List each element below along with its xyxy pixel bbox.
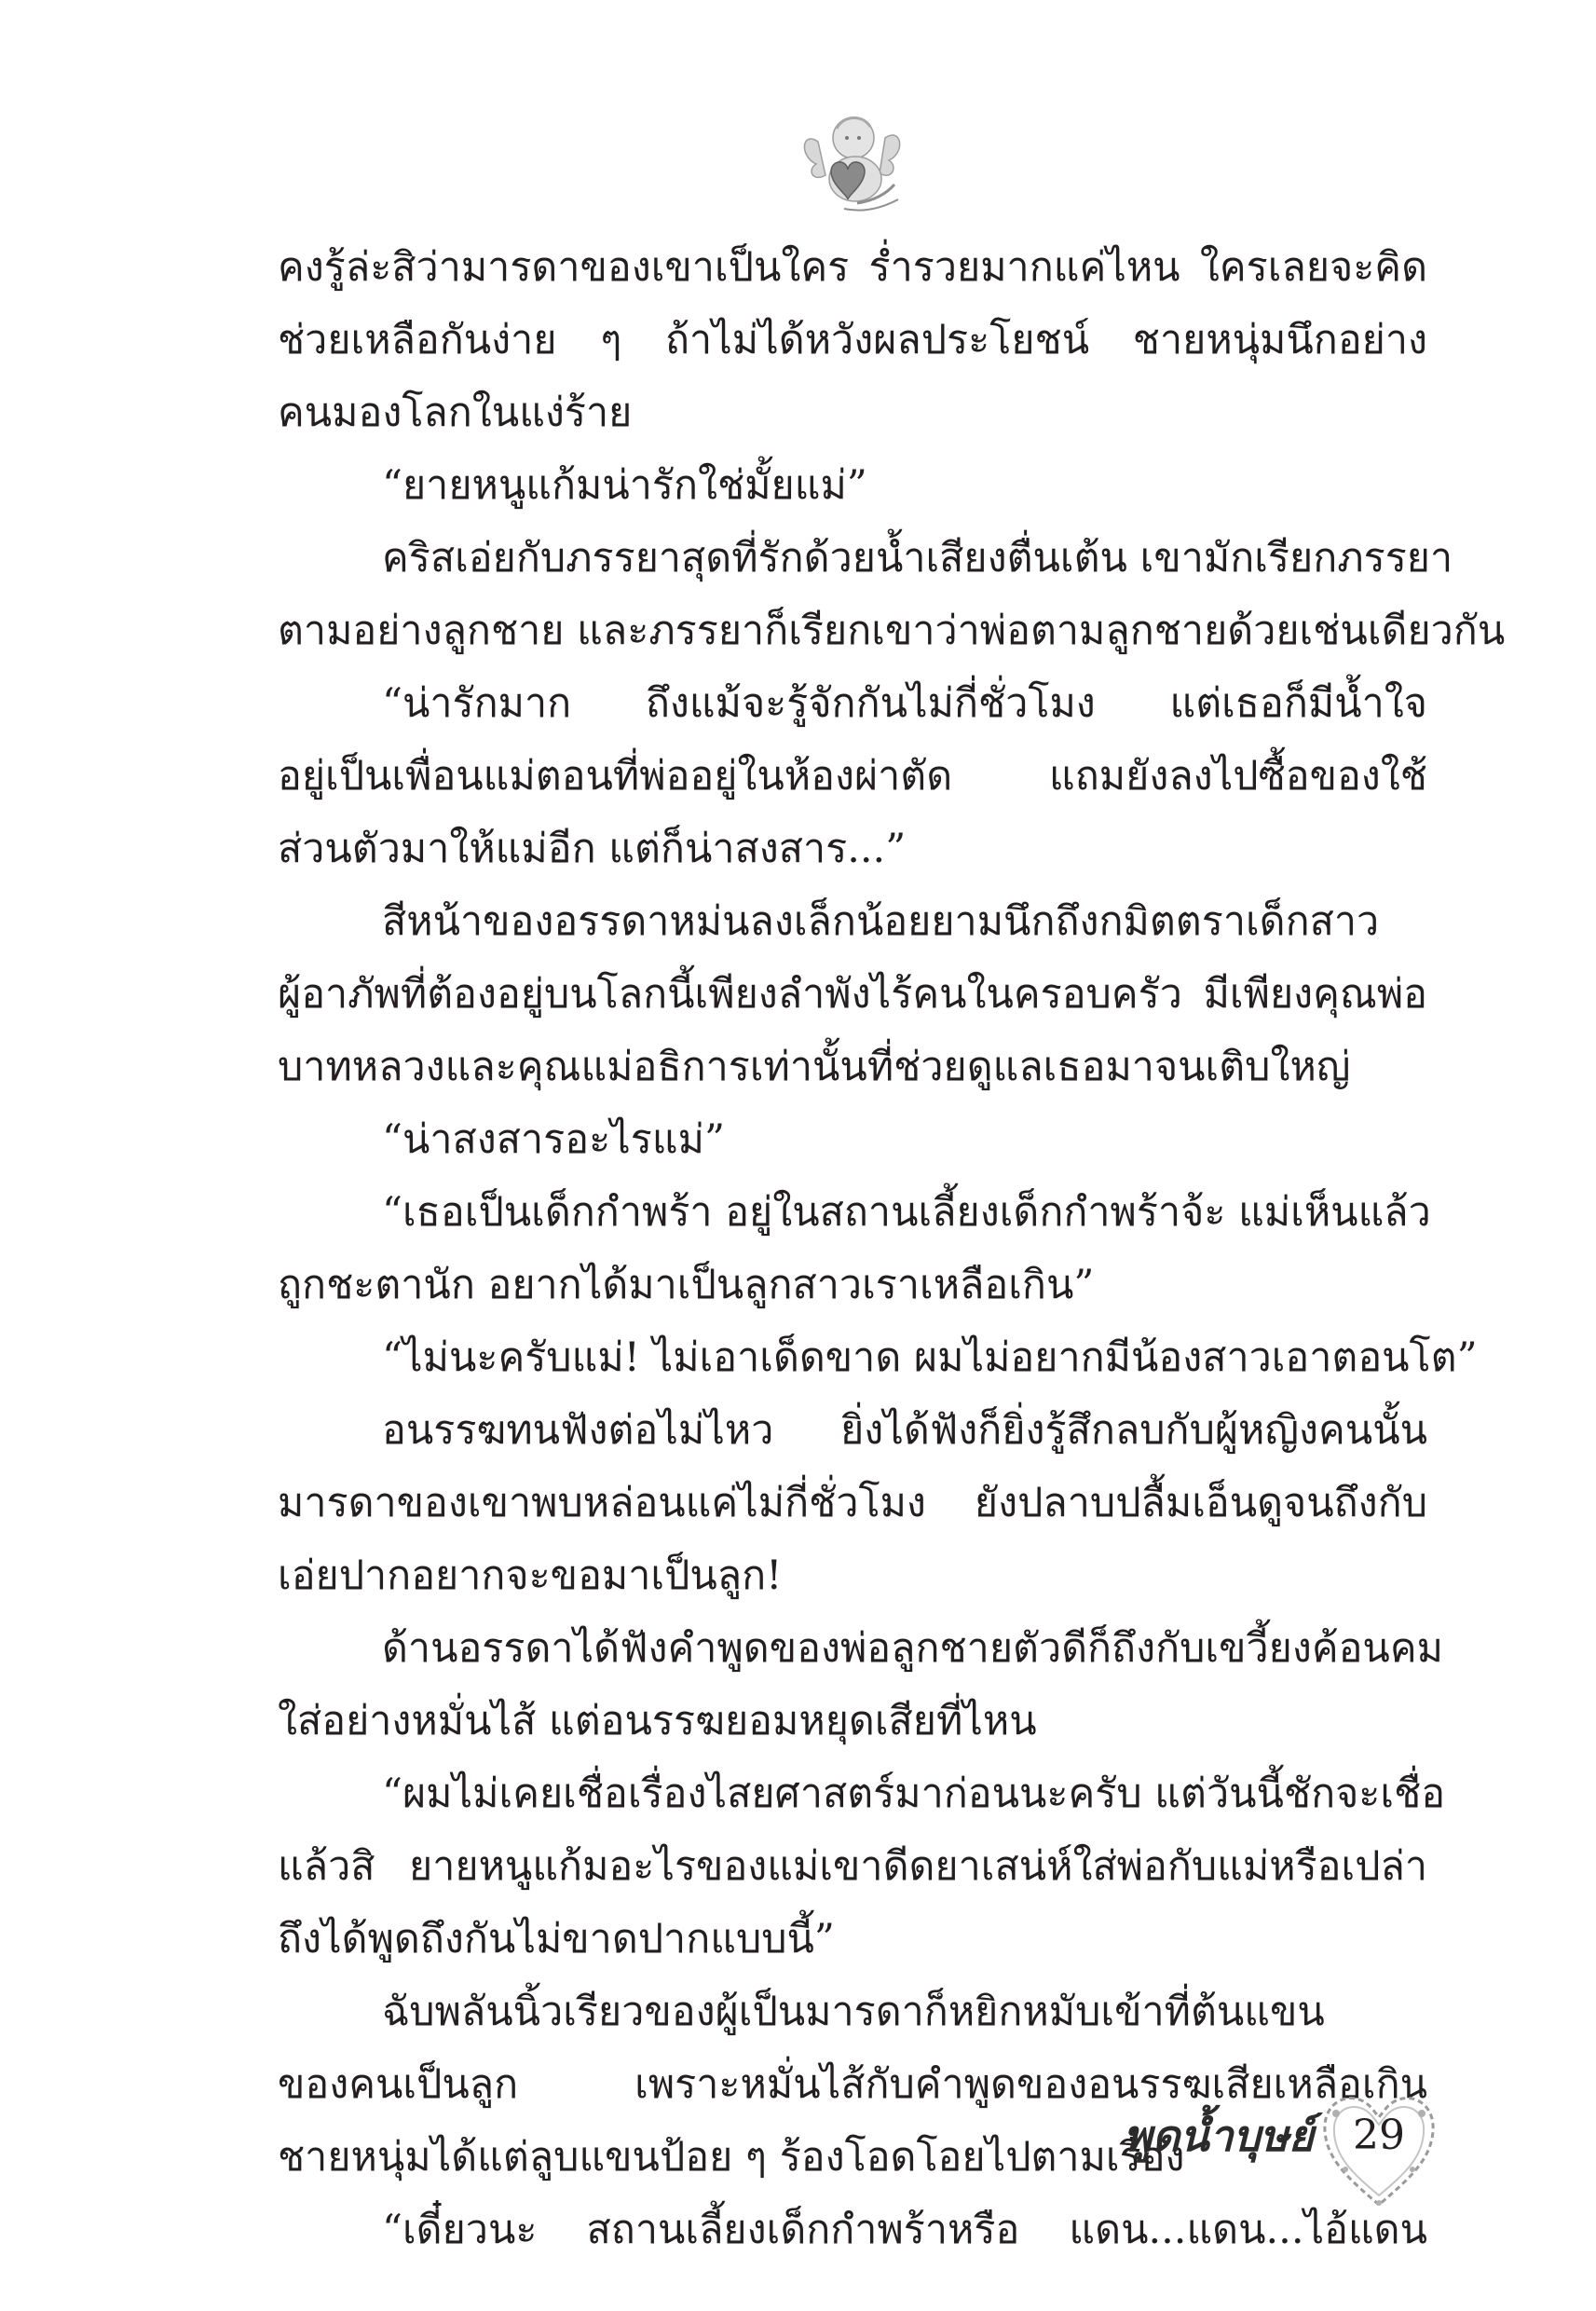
text-line: ใส่อย่างหมั่นไส้ แต่อนรรฆยอมหยุดเสียที่ไหน (278, 1698, 1037, 1744)
text-line: ฉับพลันนิ้วเรียวของผู้เป็นมารดาก็หยิกหมับเข้าที่ต้นแขน (382, 1989, 1325, 2035)
text-line: อยู่เป็นเพื่อนแม่ตอนที่พ่ออยู่ในห้องผ่าตัด แถมยังลงไปซื้อของใช้ (278, 753, 1427, 800)
text-line: แล้วสิ ยายหนูแก้มอะไรของแม่เขาดีดยาเสน่ห์ใส่พ่อกับแม่หรือเปล่า (278, 1843, 1427, 1890)
text-line: “เธอเป็นเด็กกำพร้า อยู่ในสถานเลี้ยงเด็กกำพร้าจ้ะ แม่เห็นแล้ว (382, 1189, 1431, 1236)
text-line: “ผมไม่เคยเชื่อเรื่องไสยศาสตร์มาก่อนนะครับ แต่วันนี้ชักจะเชื่อ (382, 1771, 1446, 1817)
cupid-with-heart-icon (798, 110, 907, 220)
page-footer (1006, 2076, 1453, 2216)
text-line: มารดาของเขาพบหล่อนแค่ไม่กี่ชั่วโมง ยังปลาบปลื้มเอ็นดูจนถึงกับ (278, 1480, 1427, 1526)
text-line: ของคนเป็นลูก เพราะหมั่นไส้กับคำพูดของอนรรฆเสียเหลือเกิน (278, 2061, 1427, 2108)
text-line: “น่าสงสารอะไรแม่” (382, 1116, 725, 1163)
text-line: “เดี๋ยวนะ สถานเลี้ยงเด็กกำพร้าหรือ แดน...แดน...ไอ้แดน (382, 2207, 1427, 2253)
text-line: ชายหนุ่มได้แต่ลูบแขนป้อย ๆ ร้องโอดโอยไปตามเรื่อง (278, 2134, 1185, 2181)
book-title: พูดน้ำบุษย์ (1124, 2111, 1314, 2161)
body-text (278, 231, 1506, 2266)
text-line: คนมองโลกในแง่ร้าย (278, 390, 633, 436)
text-line: ผู้อาภัพที่ต้องอยู่บนโลกนี้เพียงลำพังไร้คนในครอบครัว มีเพียงคุณพ่อ (278, 971, 1427, 1018)
text-line: ด้านอรรดาได้ฟังคำพูดของพ่อลูกชายตัวดีก็ถึงกับเขวี้ยงค้อนคม (382, 1625, 1443, 1672)
text-line: “น่ารักมาก ถึงแม้จะรู้จักกันไม่กี่ชั่วโมง แต่เธอก็มีน้ำใจ (382, 680, 1427, 727)
text-line: ช่วยเหลือกันง่าย ๆ ถ้าไม่ได้หวังผลประโยชน์ ชายหนุ่มนึกอย่าง (278, 317, 1427, 363)
text-line: ส่วนตัวมาให้แม่อีก แต่ก็น่าสงสาร...” (278, 826, 907, 872)
text-line: เอ่ยปากอยากจะขอมาเป็นลูก! (278, 1552, 783, 1599)
text-line: คริสเอ่ยกับภรรยาสุดที่รักด้วยน้ำเสียงตื่นเต้น เขามักเรียกภรรยา (382, 535, 1453, 581)
text-line: ถึงได้พูดถึงกันไม่ขาดปากแบบนี้” (278, 1916, 835, 1962)
page-number: 29 (1353, 2112, 1405, 2159)
text-line: ตามอย่างลูกชาย และภรรยาก็เรียกเขาว่าพ่อตามลูกชายด้วยเช่นเดียวกัน (278, 608, 1506, 654)
text-line: สีหน้าของอรรดาหม่นลงเล็กน้อยยามนึกถึงกมิตตราเด็กสาว (382, 898, 1380, 945)
text-line: ถูกชะตานัก อยากได้มาเป็นลูกสาวเราเหลือเกิน” (278, 1262, 1095, 1308)
text-line: อนรรฆทนฟังต่อไม่ไหว ยิ่งได้ฟังก็ยิ่งรู้สึกลบกับผู้หญิงคนนั้น (382, 1407, 1427, 1454)
text-line: “ไม่นะครับแม่! ไม่เอาเด็ดขาด ผมไม่อยากมีน้องสาวเอาตอนโต” (382, 1334, 1478, 1381)
text-line: คงรู้ล่ะสิว่ามารดาของเขาเป็นใคร ร่ำรวยมากแค่ไหน ใครเลยจะคิด (278, 244, 1427, 291)
text-line: “ยายหนูแก้มน่ารักใช่มั้ยแม่” (382, 462, 867, 509)
text-line: บาทหลวงและคุณแม่อธิการเท่านั้นที่ช่วยดูแลเธอมาจนเติบใหญ่ (278, 1044, 1351, 1090)
